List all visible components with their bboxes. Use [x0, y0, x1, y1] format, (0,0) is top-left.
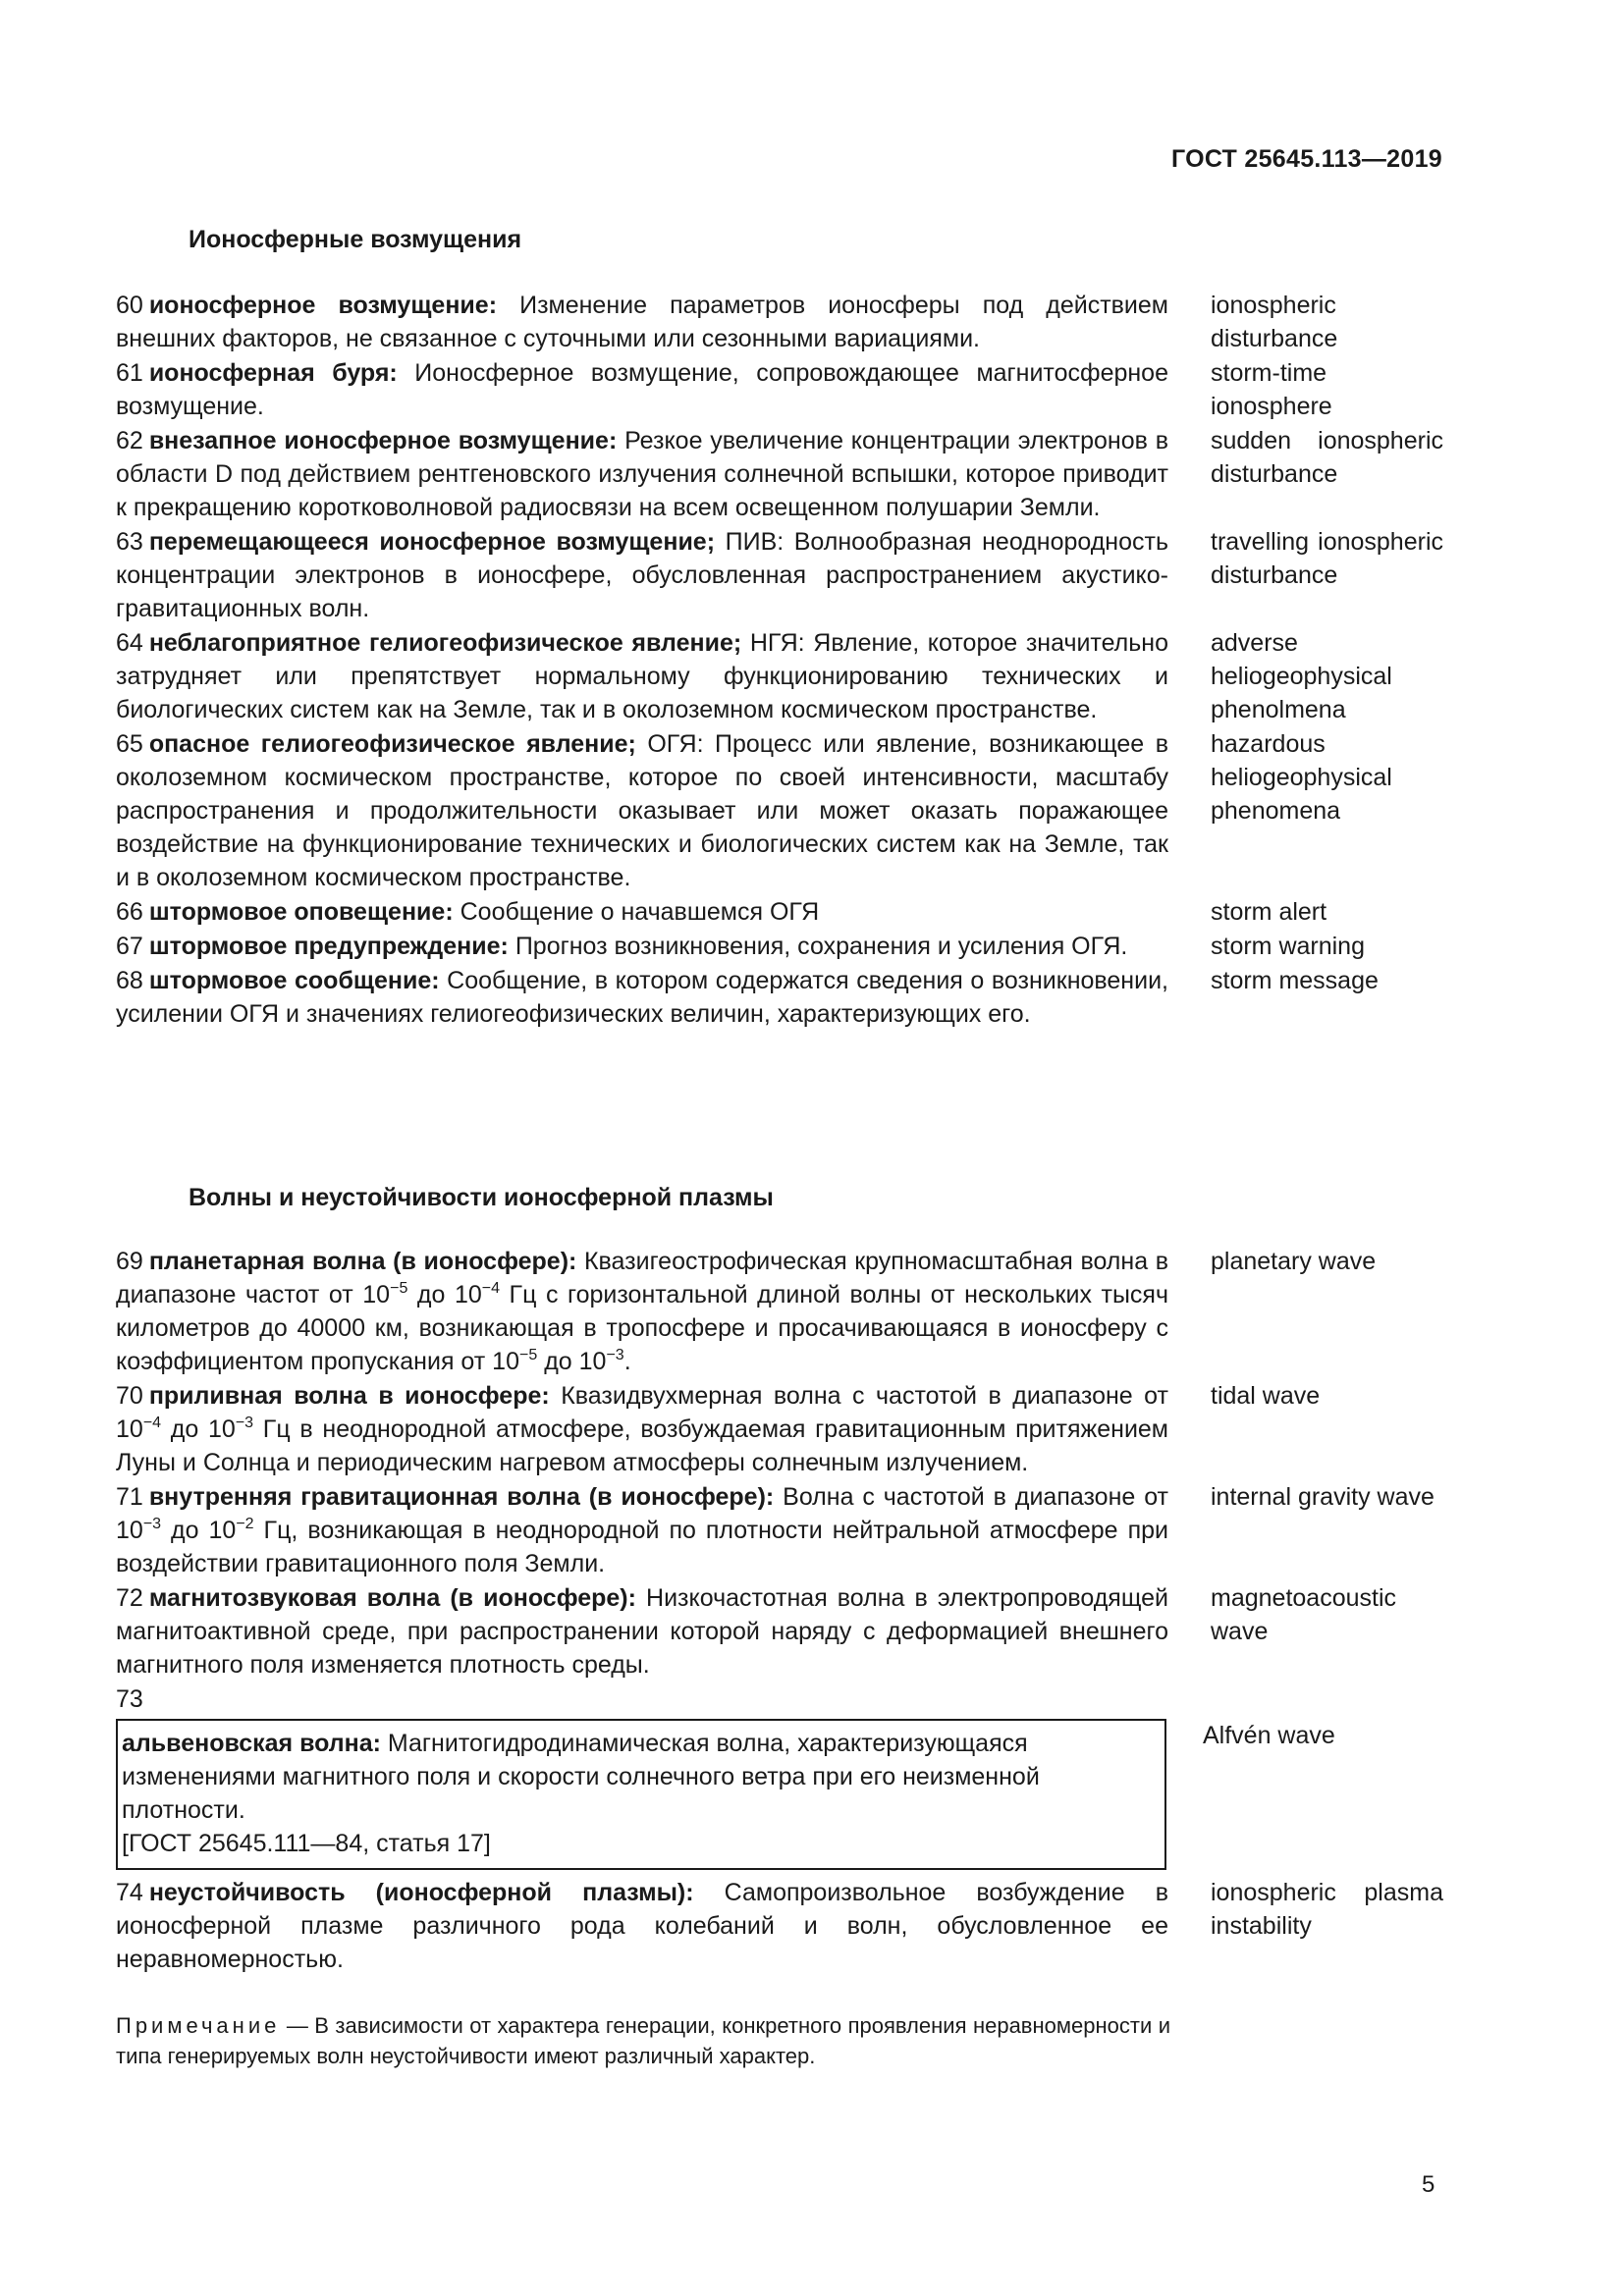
term-entry — [116, 895, 1443, 929]
exponent: −3 — [142, 1516, 162, 1532]
term-entry — [116, 930, 1443, 963]
term-name: штормовое сообщение: — [148, 967, 440, 994]
term-number: 71 — [116, 1483, 143, 1511]
exponent: −3 — [235, 1415, 254, 1431]
term-name: штормовое предупреждение: — [148, 933, 509, 960]
term-definition — [116, 895, 1168, 929]
term-number: 74 — [116, 1879, 143, 1906]
term-english: planetary wave — [1211, 1248, 1377, 1275]
standard-header: ГОСТ 25645.113—2019 — [1170, 145, 1442, 173]
exponent: −4 — [481, 1280, 500, 1297]
term-text: Гц в неоднородной атмосфере, возбуждаемая гравитационным притяжением Луны и Солнца и периодическим нагревом атмосферы солнечным излучением. — [116, 1415, 1168, 1476]
note-text: — В зависимости от характера генерации, конкретного проявления неравномерности и типа генерируемых волн неустойчивости имеют различный характер. — [116, 2013, 1170, 2068]
term-definition — [116, 964, 1168, 1031]
term-english: ionospheric disturbance — [1211, 292, 1338, 352]
term-text: Самопроизвольное возбуждение в ионосферной плазме различного рода колебаний и волн, обусловленное ее неравномерностью. — [116, 1879, 1168, 1973]
term-english: hazardous heliogeophysical phenomena — [1211, 730, 1392, 825]
term-definition — [116, 1379, 1168, 1479]
term-english: Alfvén wave — [1203, 1722, 1335, 1749]
term-name: ионосферное возмущение: — [148, 292, 498, 319]
term-name: опасное гелиогеофизическое явление; — [148, 730, 636, 758]
term-text: до 10 — [537, 1348, 607, 1375]
note-label: Примечание — [116, 2013, 281, 2038]
term-definition — [116, 356, 1168, 423]
terms-list-ionospheric-disturbances — [116, 289, 1443, 1032]
term-number: 65 — [116, 730, 143, 758]
term-text: Ионосферное возмущение, сопровождающее магнитосферное возмущение. — [116, 359, 1168, 420]
term-text: до 10 — [161, 1415, 236, 1443]
term-definition — [116, 626, 1168, 726]
term-definition — [116, 1245, 1168, 1378]
term-name: приливная волна в ионосфере: — [148, 1382, 550, 1410]
term-name: альвеновская волна: — [122, 1730, 381, 1757]
term-entry — [116, 1876, 1443, 1976]
term-entry — [116, 626, 1443, 726]
term-name: неустойчивость (ионосферной плазмы): — [148, 1879, 694, 1906]
term-entry — [116, 1682, 1443, 1716]
exponent: −5 — [519, 1347, 538, 1363]
term-name: штормовое оповещение: — [148, 898, 454, 926]
term-english: internal gravity wave — [1211, 1483, 1435, 1511]
term-english: magnetoacoustic wave — [1211, 1584, 1397, 1645]
term-entry — [116, 424, 1443, 524]
page-number: 5 — [1422, 2171, 1435, 2198]
term-name: ионосферная буря: — [148, 359, 398, 387]
terms-list-waves-instabilities — [116, 1245, 1443, 1977]
term-number: 60 — [116, 292, 143, 319]
term-number: 69 — [116, 1248, 143, 1275]
term-text: Низкочастотная волна в электропроводящей магнитоактивной среде, при распространении которой наряду с деформацией внешнего магнитного поля изменяется плотность среды. — [116, 1584, 1168, 1679]
term-entry — [116, 1379, 1443, 1479]
term-text: до 10 — [407, 1281, 482, 1308]
term-text: Сообщение, в котором содержатся сведения о возникновении, усилении ОГЯ и значениях гелиогеофизических величин, характеризующих его. — [116, 967, 1168, 1028]
term-text: Прогноз возникновения, сохранения и усиления ОГЯ. — [514, 933, 1128, 960]
term-english: sudden ionospheric disturbance — [1211, 427, 1443, 488]
term-text: ОГЯ: Процесс или явление, возникающее в околоземном космическом пространстве, которое по своей интенсивности, масштабу распространения и продолжительности оказывает или может оказать поражающее воздействие на функционирование технических и биологических систем как на Земле, так и в околоземном космическом пространстве. — [116, 730, 1168, 891]
term-text: Изменение параметров ионосферы под действием внешних факторов, не связанное с суточными или сезонными вариациями. — [116, 292, 1168, 352]
term-name: внутренняя гравитационная волна (в ионосфере): — [148, 1483, 775, 1511]
term-text: ПИВ: Волнообразная неоднородность концентрации электронов в ионосфере, обусловленная распространением акустико-гравитационных волн. — [116, 528, 1168, 622]
boxed-term-definition — [116, 1719, 1166, 1870]
term-number: 73 — [116, 1685, 143, 1713]
term-english: storm message — [1211, 967, 1379, 994]
term-number: 61 — [116, 359, 143, 387]
term-text: Резкое увеличение концентрации электронов в области D под действием рентгеновского излучения солнечной вспышки, которое приводит к прекращению коротковолновой радиосвязи на всем освещенном полушарии Земли. — [116, 427, 1168, 521]
term-text: Сообщение о начавшемся ОГЯ — [460, 898, 820, 926]
term-name: неблагоприятное гелиогеофизическое явление; — [148, 629, 742, 657]
term-definition — [116, 424, 1168, 524]
term-english: storm alert — [1211, 898, 1327, 926]
term-entry — [116, 1480, 1443, 1580]
term-name: магнитозвуковая волна (в ионосфере): — [148, 1584, 636, 1612]
exponent: −3 — [606, 1347, 624, 1363]
term-definition — [116, 727, 1168, 894]
term-number: 66 — [116, 898, 143, 926]
term-number: 64 — [116, 629, 143, 657]
term-text: до 10 — [161, 1517, 237, 1544]
term-entry — [116, 1581, 1443, 1682]
section-title-waves-instabilities: Волны и неустойчивости ионосферной плазмы — [189, 1184, 774, 1211]
term-number: 72 — [116, 1584, 143, 1612]
term-entry — [116, 289, 1443, 355]
term-entry — [116, 727, 1443, 894]
term-entry — [116, 1719, 1443, 1870]
term-definition — [116, 1876, 1168, 1976]
term-number: 67 — [116, 933, 143, 960]
term-number: 70 — [116, 1382, 143, 1410]
term-english: storm warning — [1211, 933, 1365, 960]
term-text: НГЯ: Явление, которое значительно затрудняет или препятствует нормальному функционированию технических и биологических систем как на Земле, так и в околоземном космическом пространстве. — [116, 629, 1168, 723]
term-number: 68 — [116, 967, 143, 994]
term-text: Квазигеострофическая крупномасштабная волна в диапазоне частот от 10 — [116, 1248, 1168, 1308]
exponent: −2 — [236, 1516, 254, 1532]
term-english: tidal wave — [1211, 1382, 1321, 1410]
exponent: −4 — [142, 1415, 162, 1431]
term-english: adverse heliogeophysical phenolmena — [1211, 629, 1392, 723]
exponent: −5 — [390, 1280, 408, 1297]
term-text: Магнитогидродинамическая волна, характеризующаяся изменениями магнитного поля и скорости солнечного ветра при его неизменной плотности. — [122, 1730, 1040, 1824]
term-definition — [116, 930, 1168, 963]
term-text: Волна с частотой в диапазоне от 10 — [116, 1483, 1168, 1544]
term-name: внезапное ионосферное возмущение: — [148, 427, 618, 454]
term-text: Гц с горизонтальной длиной волны от нескольких тысяч километров до 40000 км, возникающая в тропосфере и просачивающаяся в ионосферу с коэффициентом пропускания от 10 — [116, 1281, 1168, 1375]
term-text: Квазидвухмерная волна с частотой в диапазоне от 10 — [116, 1382, 1168, 1443]
term-definition — [116, 289, 1168, 355]
term-entry — [116, 356, 1443, 423]
term-english: storm-time ionosphere — [1211, 359, 1332, 420]
term-name: планетарная волна (в ионосфере): — [148, 1248, 577, 1275]
term-english: ionospheric plasma instability — [1211, 1879, 1443, 1940]
term-text: . — [623, 1348, 631, 1375]
section-title-ionospheric-disturbances: Ионосферные возмущения — [189, 226, 522, 253]
term-english: travelling ionospheric disturbance — [1211, 528, 1443, 589]
term-entry — [116, 525, 1443, 625]
term-entry — [116, 1245, 1443, 1378]
term-text: Гц, возникающая в неоднородной по плотности нейтральной атмосфере при воздействии гравитационного поля Земли. — [116, 1517, 1168, 1577]
term-number: 63 — [116, 528, 143, 556]
term-definition — [116, 1480, 1168, 1580]
term-source-reference: [ГОСТ 25645.111—84, статья 17] — [122, 1830, 491, 1857]
term-entry — [116, 964, 1443, 1031]
note — [116, 2010, 1170, 2071]
term-definition — [116, 525, 1168, 625]
term-number: 62 — [116, 427, 143, 454]
term-name: перемещающееся ионосферное возмущение; — [148, 528, 716, 556]
term-definition — [116, 1581, 1168, 1682]
